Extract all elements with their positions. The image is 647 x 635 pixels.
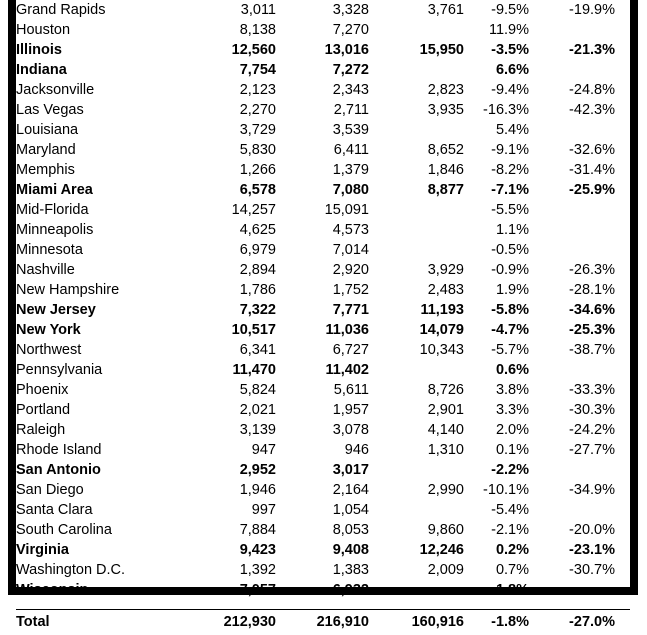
total-pct1-value: -1.8% (464, 610, 529, 635)
table-total-row[interactable] (16, 610, 630, 635)
row-pct2-value: -26.3% (529, 260, 615, 280)
table-row[interactable] (16, 480, 630, 500)
row-spacer-cell (615, 180, 630, 200)
row-base-value (369, 500, 464, 520)
row-prior-value: 7,771 (276, 300, 369, 320)
row-spacer-cell (615, 500, 630, 520)
row-base-value (369, 580, 464, 600)
row-region-label: New York (16, 320, 191, 340)
row-pct2-value (529, 200, 615, 220)
row-pct2-value: -25.3% (529, 320, 615, 340)
row-base-value: 2,483 (369, 280, 464, 300)
row-current-value: 6,979 (191, 240, 276, 260)
row-current-value: 1,946 (191, 480, 276, 500)
row-pct1-value: 1.1% (464, 220, 529, 240)
row-spacer-cell (615, 360, 630, 380)
row-current-value: 7,057 (191, 580, 276, 600)
table-row[interactable] (16, 400, 630, 420)
row-pct2-value: -24.2% (529, 420, 615, 440)
row-pct2-value (529, 580, 615, 600)
row-region-label: Houston (16, 20, 191, 40)
row-prior-value: 11,036 (276, 320, 369, 340)
row-base-value: 2,009 (369, 560, 464, 580)
table-row[interactable] (16, 160, 630, 180)
row-prior-value: 1,054 (276, 500, 369, 520)
row-pct1-value: 1.8% (464, 580, 529, 600)
gap-cell (529, 600, 615, 610)
row-region-label: Wisconsin (16, 580, 191, 600)
row-region-label: Phoenix (16, 380, 191, 400)
table-row[interactable] (16, 560, 630, 580)
row-base-value (369, 120, 464, 140)
row-current-value: 14,257 (191, 200, 276, 220)
row-current-value: 997 (191, 500, 276, 520)
row-current-value: 11,470 (191, 360, 276, 380)
row-pct2-value: -42.3% (529, 100, 615, 120)
row-pct2-value (529, 460, 615, 480)
row-prior-value: 6,411 (276, 140, 369, 160)
row-spacer-cell (615, 380, 630, 400)
row-base-value: 1,310 (369, 440, 464, 460)
row-base-value: 4,140 (369, 420, 464, 440)
row-base-value (369, 200, 464, 220)
row-pct1-value: 2.0% (464, 420, 529, 440)
row-current-value: 2,021 (191, 400, 276, 420)
table-row[interactable] (16, 540, 630, 560)
row-spacer-cell (615, 60, 630, 80)
table-row[interactable] (16, 120, 630, 140)
row-pct1-value: -5.4% (464, 500, 529, 520)
row-pct1-value: -9.5% (464, 0, 529, 20)
row-spacer-cell (615, 300, 630, 320)
row-base-value (369, 20, 464, 40)
table-right-border (630, 0, 638, 595)
row-base-value (369, 240, 464, 260)
row-prior-value: 2,343 (276, 80, 369, 100)
row-pct2-value: -30.3% (529, 400, 615, 420)
row-region-label: Las Vegas (16, 100, 191, 120)
table-row[interactable] (16, 460, 630, 480)
row-region-label: Nashville (16, 260, 191, 280)
gap-cell (16, 600, 191, 610)
row-pct1-value: -4.7% (464, 320, 529, 340)
gap-cell (464, 600, 529, 610)
row-pct1-value: 3.8% (464, 380, 529, 400)
row-spacer-cell (615, 240, 630, 260)
row-prior-value: 3,328 (276, 0, 369, 20)
row-pct2-value: -32.6% (529, 140, 615, 160)
gap-cell (615, 600, 630, 610)
row-pct1-value: 3.3% (464, 400, 529, 420)
row-spacer-cell (615, 420, 630, 440)
row-region-label: Pennsylvania (16, 360, 191, 380)
row-current-value: 3,729 (191, 120, 276, 140)
row-region-label: Raleigh (16, 420, 191, 440)
row-prior-value: 946 (276, 440, 369, 460)
row-current-value: 7,754 (191, 60, 276, 80)
row-current-value: 2,894 (191, 260, 276, 280)
row-pct1-value: 11.9% (464, 20, 529, 40)
row-base-value: 14,079 (369, 320, 464, 340)
row-pct1-value: -9.1% (464, 140, 529, 160)
table-row[interactable] (16, 420, 630, 440)
row-pct1-value: -2.2% (464, 460, 529, 480)
row-region-label: Illinois (16, 40, 191, 60)
row-spacer-cell (615, 220, 630, 240)
table-row[interactable] (16, 360, 630, 380)
total-spacer-cell (615, 610, 630, 635)
row-pct2-value: -38.7% (529, 340, 615, 360)
row-base-value: 1,846 (369, 160, 464, 180)
row-pct2-value: -27.7% (529, 440, 615, 460)
row-spacer-cell (615, 0, 630, 20)
row-prior-value: 8,053 (276, 520, 369, 540)
row-spacer-cell (615, 40, 630, 60)
row-pct2-value: -28.1% (529, 280, 615, 300)
row-region-label: Northwest (16, 340, 191, 360)
row-region-label: New Hampshire (16, 280, 191, 300)
table-row[interactable] (16, 340, 630, 360)
row-spacer-cell (615, 160, 630, 180)
table-row[interactable] (16, 40, 630, 60)
row-prior-value: 1,383 (276, 560, 369, 580)
row-pct2-value: -31.4% (529, 160, 615, 180)
regional-totals-table (16, 0, 630, 635)
row-prior-value: 11,402 (276, 360, 369, 380)
row-pct1-value: -5.7% (464, 340, 529, 360)
row-spacer-cell (615, 120, 630, 140)
row-prior-value: 2,711 (276, 100, 369, 120)
row-prior-value: 7,014 (276, 240, 369, 260)
row-pct2-value (529, 60, 615, 80)
row-current-value: 2,270 (191, 100, 276, 120)
row-spacer-cell (615, 320, 630, 340)
row-current-value: 6,578 (191, 180, 276, 200)
row-pct2-value (529, 220, 615, 240)
row-region-label: Indiana (16, 60, 191, 80)
row-prior-value: 2,920 (276, 260, 369, 280)
row-current-value: 5,830 (191, 140, 276, 160)
row-region-label: Virginia (16, 540, 191, 560)
row-base-value: 8,652 (369, 140, 464, 160)
row-prior-value: 4,573 (276, 220, 369, 240)
row-base-value: 3,935 (369, 100, 464, 120)
table-row[interactable] (16, 20, 630, 40)
row-pct2-value: -21.3% (529, 40, 615, 60)
row-prior-value: 6,932 (276, 580, 369, 600)
row-prior-value: 3,078 (276, 420, 369, 440)
row-spacer-cell (615, 140, 630, 160)
row-current-value: 2,952 (191, 460, 276, 480)
row-pct1-value: -7.1% (464, 180, 529, 200)
row-region-label: Rhode Island (16, 440, 191, 460)
row-pct1-value: 6.6% (464, 60, 529, 80)
row-prior-value: 7,272 (276, 60, 369, 80)
row-region-label: Minnesota (16, 240, 191, 260)
table-row[interactable] (16, 260, 630, 280)
row-base-value (369, 360, 464, 380)
row-region-label: Santa Clara (16, 500, 191, 520)
row-region-label: Portland (16, 400, 191, 420)
row-pct1-value: -0.5% (464, 240, 529, 260)
row-pct2-value: -23.1% (529, 540, 615, 560)
row-pct2-value: -20.0% (529, 520, 615, 540)
table-row[interactable] (16, 140, 630, 160)
row-base-value: 12,246 (369, 540, 464, 560)
row-region-label: Miami Area (16, 180, 191, 200)
table-row[interactable] (16, 520, 630, 540)
table-row[interactable] (16, 200, 630, 220)
table-row[interactable] (16, 500, 630, 520)
row-prior-value: 2,164 (276, 480, 369, 500)
row-prior-value: 1,379 (276, 160, 369, 180)
row-region-label: Mid-Florida (16, 200, 191, 220)
row-base-value (369, 220, 464, 240)
row-base-value: 11,193 (369, 300, 464, 320)
row-region-label: Jacksonville (16, 80, 191, 100)
row-current-value: 1,786 (191, 280, 276, 300)
table-row[interactable] (16, 240, 630, 260)
table-grid (16, 0, 630, 587)
row-prior-value: 9,408 (276, 540, 369, 560)
row-pct2-value (529, 120, 615, 140)
row-current-value: 7,322 (191, 300, 276, 320)
row-prior-value: 7,080 (276, 180, 369, 200)
row-current-value: 6,341 (191, 340, 276, 360)
row-spacer-cell (615, 340, 630, 360)
row-base-value (369, 60, 464, 80)
row-region-label: Minneapolis (16, 220, 191, 240)
row-spacer-cell (615, 20, 630, 40)
total-label: Total (16, 610, 191, 635)
row-pct2-value (529, 20, 615, 40)
table-row[interactable] (16, 100, 630, 120)
row-current-value: 10,517 (191, 320, 276, 340)
row-spacer-cell (615, 100, 630, 120)
table-row[interactable] (16, 180, 630, 200)
row-region-label: South Carolina (16, 520, 191, 540)
total-current-value: 212,930 (191, 610, 276, 635)
table-row[interactable] (16, 580, 630, 600)
row-pct1-value: -8.2% (464, 160, 529, 180)
row-base-value: 2,823 (369, 80, 464, 100)
row-current-value: 947 (191, 440, 276, 460)
row-pct1-value: 0.6% (464, 360, 529, 380)
table-row[interactable] (16, 300, 630, 320)
row-prior-value: 7,270 (276, 20, 369, 40)
row-pct2-value: -33.3% (529, 380, 615, 400)
row-base-value: 9,860 (369, 520, 464, 540)
row-pct2-value: -34.9% (529, 480, 615, 500)
row-base-value: 2,990 (369, 480, 464, 500)
row-base-value: 10,343 (369, 340, 464, 360)
row-current-value: 4,625 (191, 220, 276, 240)
row-current-value: 1,392 (191, 560, 276, 580)
total-base-value: 160,916 (369, 610, 464, 635)
row-region-label: San Diego (16, 480, 191, 500)
row-spacer-cell (615, 260, 630, 280)
row-region-label: Memphis (16, 160, 191, 180)
row-prior-value: 1,957 (276, 400, 369, 420)
row-pct1-value: -9.4% (464, 80, 529, 100)
row-spacer-cell (615, 560, 630, 580)
row-spacer-cell (615, 400, 630, 420)
row-spacer-cell (615, 440, 630, 460)
row-pct1-value: 1.9% (464, 280, 529, 300)
row-base-value: 15,950 (369, 40, 464, 60)
row-spacer-cell (615, 200, 630, 220)
gap-cell (191, 600, 276, 610)
row-prior-value: 15,091 (276, 200, 369, 220)
row-region-label: Grand Rapids (16, 0, 191, 20)
row-pct2-value (529, 500, 615, 520)
row-prior-value: 1,752 (276, 280, 369, 300)
row-pct1-value: -2.1% (464, 520, 529, 540)
row-pct2-value: -24.8% (529, 80, 615, 100)
row-base-value: 8,726 (369, 380, 464, 400)
row-region-label: San Antonio (16, 460, 191, 480)
row-pct2-value (529, 360, 615, 380)
row-pct1-value: -0.9% (464, 260, 529, 280)
row-base-value: 2,901 (369, 400, 464, 420)
row-spacer-cell (615, 540, 630, 560)
row-current-value: 3,011 (191, 0, 276, 20)
row-pct2-value: -30.7% (529, 560, 615, 580)
total-prior-value: 216,910 (276, 610, 369, 635)
row-spacer-cell (615, 480, 630, 500)
table-row[interactable] (16, 60, 630, 80)
table-left-border (8, 0, 16, 595)
row-region-label: Maryland (16, 140, 191, 160)
row-spacer-cell (615, 520, 630, 540)
row-pct2-value (529, 240, 615, 260)
row-base-value (369, 460, 464, 480)
row-current-value: 3,139 (191, 420, 276, 440)
table-body (16, 0, 630, 635)
row-pct2-value: -34.6% (529, 300, 615, 320)
row-pct1-value: -10.1% (464, 480, 529, 500)
row-pct2-value: -19.9% (529, 0, 615, 20)
row-pct2-value: -25.9% (529, 180, 615, 200)
row-current-value: 8,138 (191, 20, 276, 40)
total-gap-row (16, 600, 630, 610)
row-pct1-value: -16.3% (464, 100, 529, 120)
table-row[interactable] (16, 440, 630, 460)
row-pct1-value: 0.1% (464, 440, 529, 460)
table-row[interactable] (16, 220, 630, 240)
row-current-value: 1,266 (191, 160, 276, 180)
row-pct1-value: 0.2% (464, 540, 529, 560)
row-prior-value: 13,016 (276, 40, 369, 60)
row-spacer-cell (615, 280, 630, 300)
row-current-value: 5,824 (191, 380, 276, 400)
gap-cell (369, 600, 464, 610)
row-prior-value: 3,017 (276, 460, 369, 480)
row-current-value: 2,123 (191, 80, 276, 100)
row-pct1-value: 5.4% (464, 120, 529, 140)
row-pct1-value: -5.5% (464, 200, 529, 220)
row-pct1-value: 0.7% (464, 560, 529, 580)
row-base-value: 3,761 (369, 0, 464, 20)
row-base-value: 8,877 (369, 180, 464, 200)
table-row[interactable] (16, 80, 630, 100)
row-spacer-cell (615, 460, 630, 480)
table-row[interactable] (16, 320, 630, 340)
row-current-value: 9,423 (191, 540, 276, 560)
row-prior-value: 5,611 (276, 380, 369, 400)
table-row[interactable] (16, 0, 630, 20)
total-pct2-value: -27.0% (529, 610, 615, 635)
row-prior-value: 6,727 (276, 340, 369, 360)
row-base-value: 3,929 (369, 260, 464, 280)
row-region-label: Washington D.C. (16, 560, 191, 580)
row-current-value: 12,560 (191, 40, 276, 60)
row-region-label: Louisiana (16, 120, 191, 140)
table-row[interactable] (16, 380, 630, 400)
gap-cell (276, 600, 369, 610)
row-region-label: New Jersey (16, 300, 191, 320)
row-current-value: 7,884 (191, 520, 276, 540)
row-pct1-value: -3.5% (464, 40, 529, 60)
row-prior-value: 3,539 (276, 120, 369, 140)
row-spacer-cell (615, 80, 630, 100)
row-pct1-value: -5.8% (464, 300, 529, 320)
table-row[interactable] (16, 280, 630, 300)
